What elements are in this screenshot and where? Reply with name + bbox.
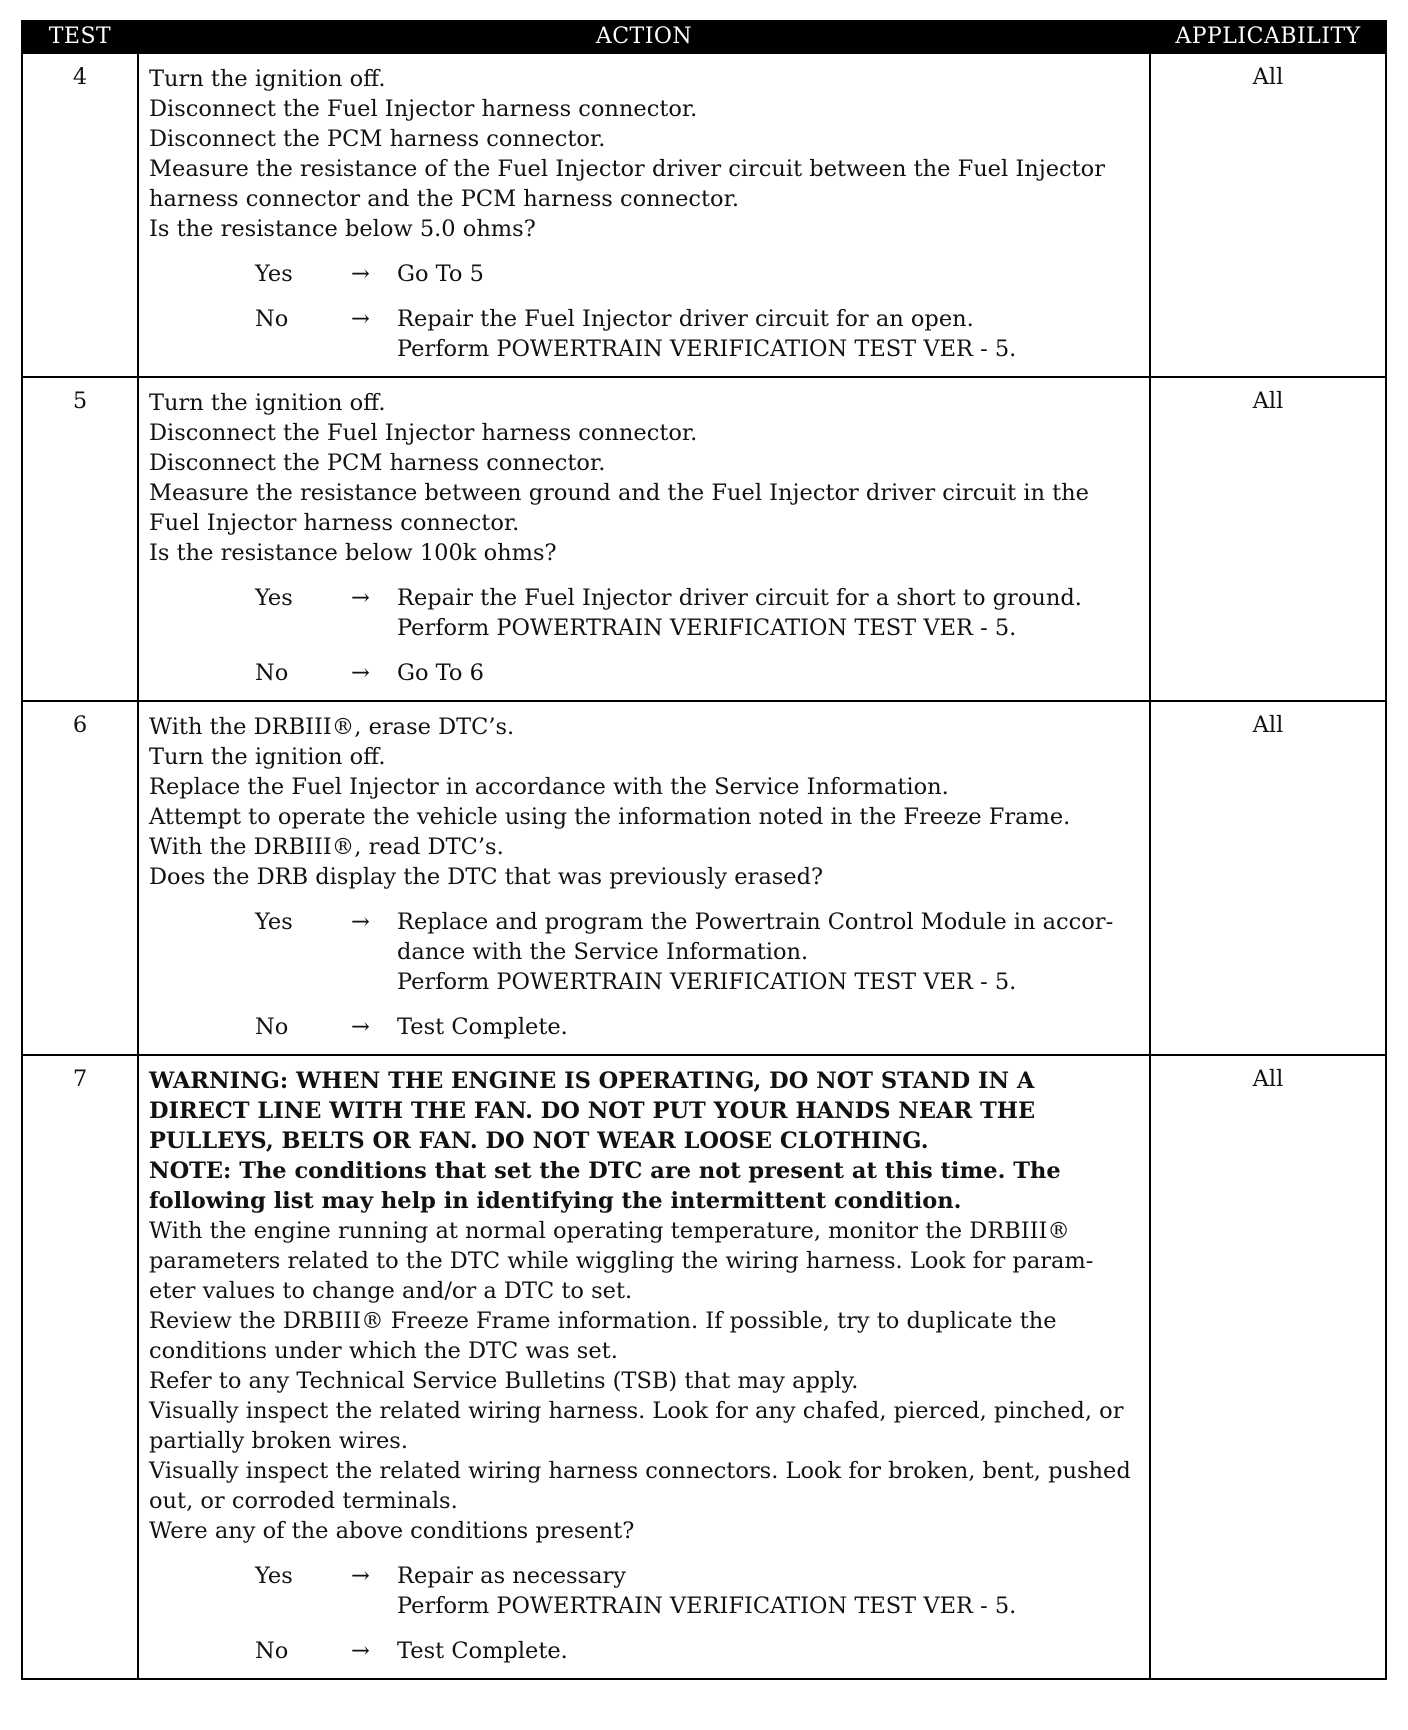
- header-action: ACTION: [138, 20, 1150, 53]
- instruction-line: partially broken wires.: [149, 1428, 409, 1454]
- result-yes: [149, 907, 1141, 997]
- applicability-cell: All: [1150, 377, 1386, 701]
- warning-note-line: PULLEYS, BELTS OR FAN. DO NOT WEAR LOOSE CLOTHING.: [149, 1128, 929, 1154]
- test-number: 5: [22, 377, 138, 701]
- warning-note-line: NOTE: The conditions that set the DTC are not present at this time. The: [149, 1158, 1061, 1184]
- result-label: Yes: [255, 261, 293, 287]
- header-test: TEST: [22, 20, 138, 53]
- instruction-line: Fuel Injector harness connector.: [149, 510, 520, 536]
- instruction-line: Measure the resistance between ground and the Fuel Injector driver circuit in the: [149, 480, 1089, 506]
- warning-note-line: following list may help in identifying the intermittent condition.: [149, 1188, 962, 1214]
- result-label: Yes: [255, 909, 293, 935]
- test-row-4: [22, 53, 1386, 377]
- instruction-line: Turn the ignition off.: [149, 66, 386, 92]
- diagnostic-table-page: [21, 20, 1385, 1680]
- instruction-line: With the DRBIII®, read DTC’s.: [149, 834, 504, 860]
- instruction-line: Replace the Fuel Injector in accordance with the Service Information.: [149, 774, 949, 800]
- instruction-line: eter values to change and/or a DTC to set.: [149, 1278, 633, 1304]
- instruction-line: Turn the ignition off.: [149, 744, 386, 770]
- instruction-line: Does the DRB display the DTC that was previously erased?: [149, 864, 824, 890]
- result-yes: [149, 1561, 1141, 1621]
- instruction-line: harness connector and the PCM harness connector.: [149, 186, 740, 212]
- result-line: Test Complete.: [397, 1638, 568, 1664]
- applicability-cell: All: [1150, 701, 1386, 1055]
- result-line: Repair as necessary: [397, 1563, 626, 1589]
- test-row-7: [22, 1055, 1386, 1679]
- result-label: No: [255, 1014, 289, 1040]
- result-line: Go To 6: [397, 660, 484, 686]
- result-line: Repair the Fuel Injector driver circuit for an open.: [397, 306, 974, 332]
- result-line: Go To 5: [397, 261, 484, 287]
- result-text: [397, 1561, 1141, 1621]
- result-text: [397, 907, 1141, 997]
- test-number: 7: [22, 1055, 138, 1679]
- action-cell: [138, 701, 1150, 1055]
- instruction-line: Disconnect the PCM harness connector.: [149, 126, 606, 152]
- result-no: [149, 304, 1141, 364]
- arrow-icon: →: [351, 261, 370, 287]
- test-row-5: [22, 377, 1386, 701]
- result-text: [397, 1636, 1141, 1666]
- result-no: [149, 1012, 1141, 1042]
- result-text: [397, 1012, 1141, 1042]
- applicability-cell: All: [1150, 53, 1386, 377]
- instruction-line: Review the DRBIII® Freeze Frame information. If possible, try to duplicate the: [149, 1308, 1057, 1334]
- warning-note-line: DIRECT LINE WITH THE FAN. DO NOT PUT YOUR HANDS NEAR THE: [149, 1098, 1036, 1124]
- diagnostic-test-table: [21, 20, 1387, 1680]
- instruction-line: Measure the resistance of the Fuel Injector driver circuit between the Fuel Injector: [149, 156, 1105, 182]
- result-text: [397, 259, 1141, 289]
- result-line: Perform POWERTRAIN VERIFICATION TEST VER - 5.: [397, 336, 1017, 362]
- instruction-line: Disconnect the Fuel Injector harness connector.: [149, 96, 698, 122]
- result-text: [397, 304, 1141, 364]
- test-row-6: [22, 701, 1386, 1055]
- result-label: Yes: [255, 1563, 293, 1589]
- arrow-icon: →: [351, 660, 370, 686]
- result-no: [149, 1636, 1141, 1666]
- arrow-icon: →: [351, 585, 370, 611]
- test-number: 6: [22, 701, 138, 1055]
- table-body: [22, 53, 1386, 1679]
- result-line: Test Complete.: [397, 1014, 568, 1040]
- instruction-line: With the DRBIII®, erase DTC’s.: [149, 714, 515, 740]
- result-yes: [149, 583, 1141, 643]
- result-line: Replace and program the Powertrain Control Module in accor-: [397, 909, 1114, 935]
- warning-note-line: WARNING: WHEN THE ENGINE IS OPERATING, DO NOT STAND IN A: [149, 1068, 1035, 1094]
- applicability-cell: All: [1150, 1055, 1386, 1679]
- instruction-line: Is the resistance below 5.0 ohms?: [149, 216, 536, 242]
- header-applicability: APPLICABILITY: [1150, 20, 1386, 53]
- arrow-icon: →: [351, 1014, 370, 1040]
- result-line: dance with the Service Information.: [397, 939, 809, 965]
- table-header-row: [22, 20, 1386, 53]
- instruction-line: Visually inspect the related wiring harness connectors. Look for broken, bent, pushed: [149, 1458, 1131, 1484]
- instruction-line: Visually inspect the related wiring harness. Look for any chafed, pierced, pinched, or: [149, 1398, 1124, 1424]
- arrow-icon: →: [351, 909, 370, 935]
- instruction-line: Is the resistance below 100k ohms?: [149, 540, 557, 566]
- result-yes: [149, 259, 1141, 289]
- instruction-line: With the engine running at normal operating temperature, monitor the DRBIII®: [149, 1218, 1070, 1244]
- arrow-icon: →: [351, 306, 370, 332]
- result-label: No: [255, 660, 289, 686]
- result-line: Perform POWERTRAIN VERIFICATION TEST VER - 5.: [397, 969, 1017, 995]
- instruction-line: Disconnect the Fuel Injector harness connector.: [149, 420, 698, 446]
- instruction-line: parameters related to the DTC while wiggling the wiring harness. Look for param-: [149, 1248, 1094, 1274]
- result-no: [149, 658, 1141, 688]
- instruction-line: Were any of the above conditions present?: [149, 1518, 635, 1544]
- instruction-line: out, or corroded terminals.: [149, 1488, 458, 1514]
- action-cell: [138, 53, 1150, 377]
- result-label: Yes: [255, 585, 293, 611]
- instruction-line: Refer to any Technical Service Bulletins (TSB) that may apply.: [149, 1368, 859, 1394]
- test-number: 4: [22, 53, 138, 377]
- instruction-line: conditions under which the DTC was set.: [149, 1338, 618, 1364]
- result-label: No: [255, 1638, 289, 1664]
- arrow-icon: →: [351, 1563, 370, 1589]
- result-text: [397, 583, 1141, 643]
- result-line: Perform POWERTRAIN VERIFICATION TEST VER - 5.: [397, 615, 1017, 641]
- arrow-icon: →: [351, 1638, 370, 1664]
- result-line: Repair the Fuel Injector driver circuit for a short to ground.: [397, 585, 1082, 611]
- result-text: [397, 658, 1141, 688]
- instruction-line: Disconnect the PCM harness connector.: [149, 450, 606, 476]
- action-cell: [138, 377, 1150, 701]
- instruction-line: Turn the ignition off.: [149, 390, 386, 416]
- result-line: Perform POWERTRAIN VERIFICATION TEST VER - 5.: [397, 1593, 1017, 1619]
- action-cell: [138, 1055, 1150, 1679]
- instruction-line: Attempt to operate the vehicle using the information noted in the Freeze Frame.: [149, 804, 1071, 830]
- result-label: No: [255, 306, 289, 332]
